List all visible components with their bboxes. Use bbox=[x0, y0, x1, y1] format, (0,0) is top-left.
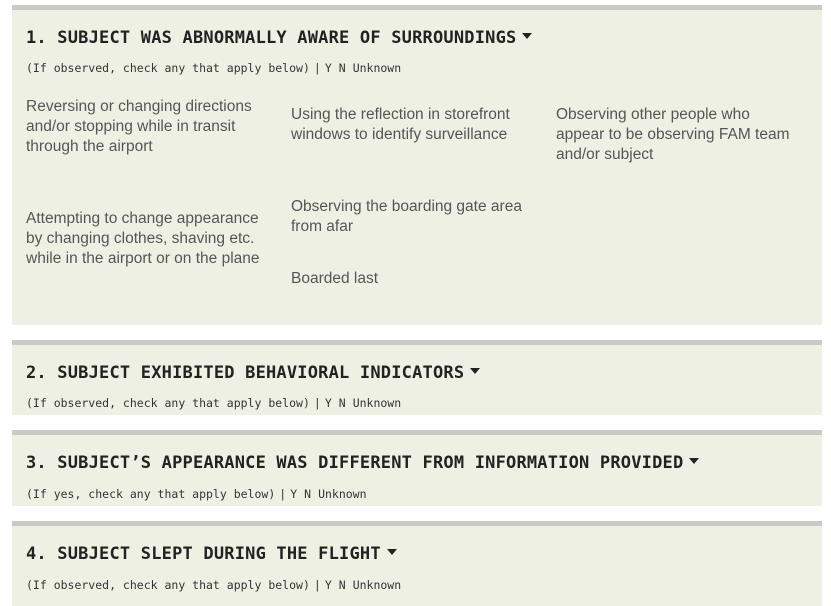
section-instruction bbox=[26, 578, 401, 592]
section-behavioral-indicators bbox=[12, 340, 822, 415]
option-yes[interactable]: Y bbox=[324, 578, 332, 592]
indicator-item-reflection[interactable]: Using the reflection in storefront windows to identify surveillance bbox=[291, 106, 510, 143]
separator: | bbox=[313, 396, 321, 410]
section-title[interactable]: 2. SUBJECT EXHIBITED BEHAVIORAL INDICATORS bbox=[26, 363, 480, 383]
option-no[interactable]: N bbox=[304, 487, 312, 501]
instruction-text: (If observed, check any that apply below) bbox=[26, 396, 310, 410]
option-unknown[interactable]: Unknown bbox=[318, 487, 367, 501]
section-surroundings bbox=[12, 5, 822, 325]
caret-down-icon[interactable] bbox=[689, 458, 699, 464]
section-title[interactable]: 4. SUBJECT SLEPT DURING THE FLIGHT bbox=[26, 544, 397, 564]
option-unknown[interactable]: Unknown bbox=[352, 578, 402, 592]
section-title[interactable]: 3. SUBJECT’S APPEARANCE WAS DIFFERENT FROM INFORMATION PROVIDED bbox=[26, 453, 699, 473]
caret-down-icon[interactable] bbox=[387, 549, 397, 555]
section-instruction bbox=[26, 396, 401, 410]
separator: | bbox=[279, 487, 287, 501]
caret-down-icon[interactable] bbox=[470, 368, 480, 374]
indicator-item-appearance-change[interactable]: Attempting to change appearance by changing clothes, shaving etc. while in the airport or on the plane bbox=[26, 210, 260, 267]
indicator-item-observing-people[interactable]: Observing other people who appear to be observing FAM team and/or subject bbox=[556, 106, 790, 163]
section-instruction bbox=[26, 61, 401, 75]
option-unknown[interactable]: Unknown bbox=[352, 61, 402, 75]
option-yes[interactable]: Y bbox=[324, 396, 332, 410]
indicator-item-reversing[interactable]: Reversing or changing directions and/or stopping while in transit through the airport bbox=[26, 98, 252, 155]
separator: | bbox=[313, 61, 321, 75]
indicator-item-boarding-gate[interactable]: Observing the boarding gate area from afar bbox=[291, 198, 522, 235]
option-no[interactable]: N bbox=[338, 396, 346, 410]
option-no[interactable]: N bbox=[338, 578, 346, 592]
option-yes[interactable]: Y bbox=[324, 61, 332, 75]
option-yes[interactable]: Y bbox=[290, 487, 298, 501]
instruction-text: (If yes, check any that apply below) bbox=[26, 487, 276, 501]
section-appearance-different bbox=[12, 430, 822, 506]
section-title[interactable]: 1. SUBJECT WAS ABNORMALLY AWARE OF SURROUNDINGS bbox=[26, 28, 532, 48]
section-slept-during-flight bbox=[12, 521, 822, 606]
option-no[interactable]: N bbox=[338, 61, 346, 75]
option-unknown[interactable]: Unknown bbox=[352, 396, 402, 410]
instruction-text: (If observed, check any that apply below) bbox=[26, 61, 310, 75]
section-instruction bbox=[26, 487, 367, 501]
caret-down-icon[interactable] bbox=[522, 33, 532, 39]
instruction-text: (If observed, check any that apply below) bbox=[26, 578, 310, 592]
separator: | bbox=[313, 578, 321, 592]
indicator-item-boarded-last[interactable]: Boarded last bbox=[291, 270, 379, 287]
